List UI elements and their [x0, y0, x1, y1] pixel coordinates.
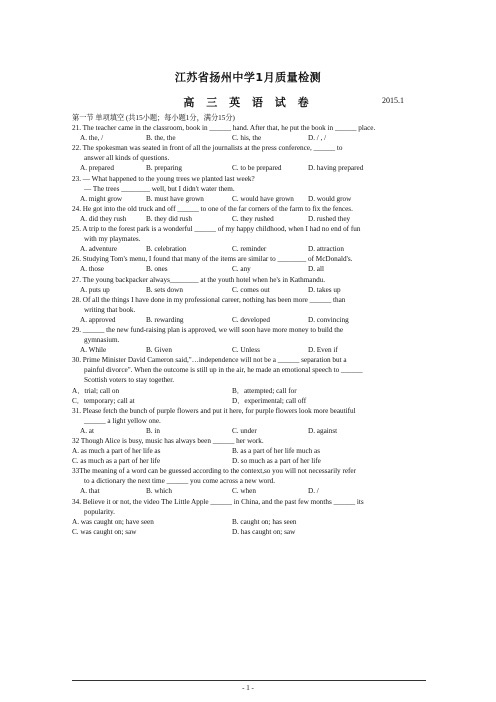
question-item: [72, 275, 426, 295]
question-item: [72, 174, 426, 204]
question-stem: 27. The young backpacker always________ at the youth hotel when he's in Kathmandu.: [72, 275, 326, 284]
answer-option[interactable]: B. preparing: [146, 164, 182, 173]
answer-option[interactable]: A. the, /: [80, 134, 104, 143]
answer-option[interactable]: B. in: [146, 426, 160, 435]
answer-option[interactable]: A. adventure: [80, 245, 118, 254]
question-item: [72, 436, 426, 466]
answer-option[interactable]: A．trial; call on: [72, 386, 120, 395]
question-stem: 34. Believe it or not, the video The Little Apple ______ in China, and the past few months ______ its: [72, 497, 364, 506]
option-row: [72, 285, 426, 295]
exam-date: 2015.1: [382, 96, 404, 105]
answer-option[interactable]: D. would grow: [308, 194, 352, 203]
answer-option[interactable]: C. reminder: [232, 245, 267, 254]
question-stem: 26. Studying Tom's menu, I found that many of the items are similar to ________ of McDonald's.: [72, 255, 353, 264]
answer-option[interactable]: A. as much a part of her life as: [72, 447, 161, 456]
answer-option[interactable]: D. so much as a part of her life: [232, 457, 321, 466]
question-stem: 24. He got into the old truck and off ______ to one of the far corners of the farm to fix the fences.: [72, 204, 353, 213]
question-stem: 23. — What happened to the young trees we planted last week?: [72, 174, 255, 183]
answer-option[interactable]: C. was caught on; saw: [72, 527, 137, 536]
answer-option[interactable]: A. While: [80, 346, 107, 355]
answer-option[interactable]: B. the, the: [146, 134, 176, 143]
answer-option[interactable]: C. would have grown: [232, 194, 294, 203]
answer-option[interactable]: D. all: [308, 265, 324, 274]
question-item: [72, 254, 426, 274]
question-stem: 33The meaning of a word can be guessed according to the context,so you will not necessarily refer: [72, 467, 357, 476]
answer-option[interactable]: A. that: [80, 487, 100, 496]
question-stem-continued: answer all kinds of questions.: [84, 154, 170, 163]
question-stem-continued: — The trees ________ well, but I didn't water them.: [84, 184, 235, 193]
exam-title: 江苏省扬州中学1月质量检测: [174, 71, 322, 84]
question-stem-continued: to a dictionary the next time ______ you come across a new word.: [84, 477, 276, 486]
answer-option[interactable]: C. they rushed: [232, 214, 274, 223]
question-stem-continued: with my playmates.: [84, 235, 141, 244]
question-item: [72, 406, 426, 436]
answer-option[interactable]: C. developed: [232, 315, 270, 324]
question-stem-continued: writing that book.: [84, 305, 136, 314]
answer-option[interactable]: A. was caught on; have seen: [72, 517, 154, 526]
question-stem-continued: popularity.: [84, 507, 115, 516]
question-stem: 30. Prime Minister David Cameron said,"…independence will not be a ______ separation but a: [72, 356, 347, 365]
option-row: [72, 194, 426, 204]
answer-option[interactable]: A. did they rush: [80, 214, 127, 223]
section-heading: 第一节 单项填空 (共15小题；每小题1分，满分15分): [72, 114, 235, 122]
answer-option[interactable]: C. his, the: [232, 134, 262, 143]
answer-option[interactable]: D. Even if: [308, 346, 338, 355]
answer-option[interactable]: B. celebration: [146, 245, 187, 254]
option-row: [72, 214, 426, 224]
option-row: [72, 315, 426, 325]
answer-option[interactable]: B. caught on; has seen: [232, 517, 297, 526]
question-stem-continued: painful divorce". When the outcome is still up in the air, he made an emotional speech to ______: [84, 366, 363, 375]
answer-option[interactable]: D. has caught on; saw: [232, 527, 296, 536]
answer-option[interactable]: B. Given: [146, 346, 172, 355]
question-item: [72, 497, 426, 537]
question-item: [72, 325, 426, 355]
answer-option[interactable]: C. when: [232, 487, 256, 496]
option-row: [72, 527, 426, 537]
page-number: - 1 -: [242, 684, 254, 692]
option-row: [72, 133, 426, 143]
answer-option[interactable]: A. might grow: [80, 194, 123, 203]
answer-option[interactable]: B. ones: [146, 265, 168, 274]
option-row: [72, 486, 426, 496]
answer-option[interactable]: D. / , /: [308, 134, 327, 143]
question-item: [72, 355, 426, 405]
question-stem-continued: Scottish voters to stay together.: [84, 376, 175, 385]
answer-option[interactable]: B. rewarding: [146, 315, 184, 324]
answer-option[interactable]: D. convincing: [308, 315, 349, 324]
option-row: [72, 456, 426, 466]
option-row: [72, 163, 426, 173]
answer-option[interactable]: B. which: [146, 487, 172, 496]
answer-option[interactable]: D. having prepared: [308, 164, 364, 173]
option-row: [72, 396, 426, 406]
question-stem: 22. The spokesman was seated in front of all the journalists at the press conference, ______ to: [72, 144, 343, 153]
question-stem: 32 Though Alice is busy, music has always been ______ her work.: [72, 437, 264, 445]
answer-option[interactable]: D. /: [308, 487, 319, 496]
question-item: [72, 466, 426, 496]
question-stem: 21. The teacher came in the classroom, book in ______ hand. After that, he put the book in ______ place.: [72, 124, 376, 133]
answer-option[interactable]: C. as much as a part of her life: [72, 457, 161, 466]
question-item: [72, 295, 426, 325]
answer-option[interactable]: D．experimental; call off: [232, 396, 307, 405]
option-row: [72, 426, 426, 436]
question-stem: 31. Please fetch the bunch of purple flowers and put it here, for purple flowers look more beautiful: [72, 406, 356, 415]
question-item: [72, 143, 426, 173]
question-item: [72, 224, 426, 254]
answer-option[interactable]: C. any: [232, 265, 251, 274]
answer-option[interactable]: B. they did rush: [146, 214, 192, 223]
option-row: [72, 517, 426, 527]
answer-option[interactable]: B. sets down: [146, 285, 183, 294]
answer-option[interactable]: A. prepared: [80, 164, 114, 173]
answer-option[interactable]: D. attraction: [308, 245, 344, 254]
answer-option[interactable]: B．attempted; call for: [232, 386, 297, 395]
option-row: [72, 264, 426, 274]
question-stem-continued: ______ a light yellow one.: [84, 416, 161, 425]
answer-option[interactable]: C. Unless: [232, 346, 260, 355]
answer-option[interactable]: C. comes out: [232, 285, 270, 294]
question-stem: 28. Of all the things I have done in my professional career, nothing has been more ______ than: [72, 295, 346, 304]
option-row: [72, 345, 426, 355]
answer-option[interactable]: C. to be prepared: [232, 164, 282, 173]
option-row: [72, 446, 426, 456]
question-stem: 25. A trip to the forest park is a wonderful ______ of my happy childhood, when I had no end of fun: [72, 225, 361, 234]
answer-option[interactable]: A. at: [80, 426, 94, 435]
answer-option[interactable]: B. as a part of her life much as: [232, 447, 321, 456]
answer-option[interactable]: D. against: [308, 426, 338, 435]
question-list: [72, 113, 426, 537]
answer-option[interactable]: C．temporary; call at: [72, 396, 135, 405]
footer-divider: [72, 680, 426, 681]
answer-option[interactable]: D. rushed they: [308, 214, 351, 223]
question-item: [72, 123, 426, 143]
question-stem: 29. ______ the new fund-raising plan is approved, we will soon have more money to build the: [72, 325, 344, 334]
answer-option[interactable]: A. approved: [80, 315, 116, 324]
option-row: [72, 244, 426, 254]
question-stem-continued: gymnasium.: [84, 336, 120, 345]
answer-option[interactable]: D. takes up: [308, 285, 341, 294]
option-row: [72, 386, 426, 396]
exam-subtitle: 高 三 英 语 试 卷: [183, 96, 313, 109]
answer-option[interactable]: B. must have grown: [146, 194, 204, 203]
question-item: [72, 204, 426, 224]
answer-option[interactable]: A. those: [80, 265, 104, 274]
questions-container: [72, 123, 426, 537]
answer-option[interactable]: C. under: [232, 426, 257, 435]
answer-option[interactable]: A. puts up: [80, 285, 110, 294]
